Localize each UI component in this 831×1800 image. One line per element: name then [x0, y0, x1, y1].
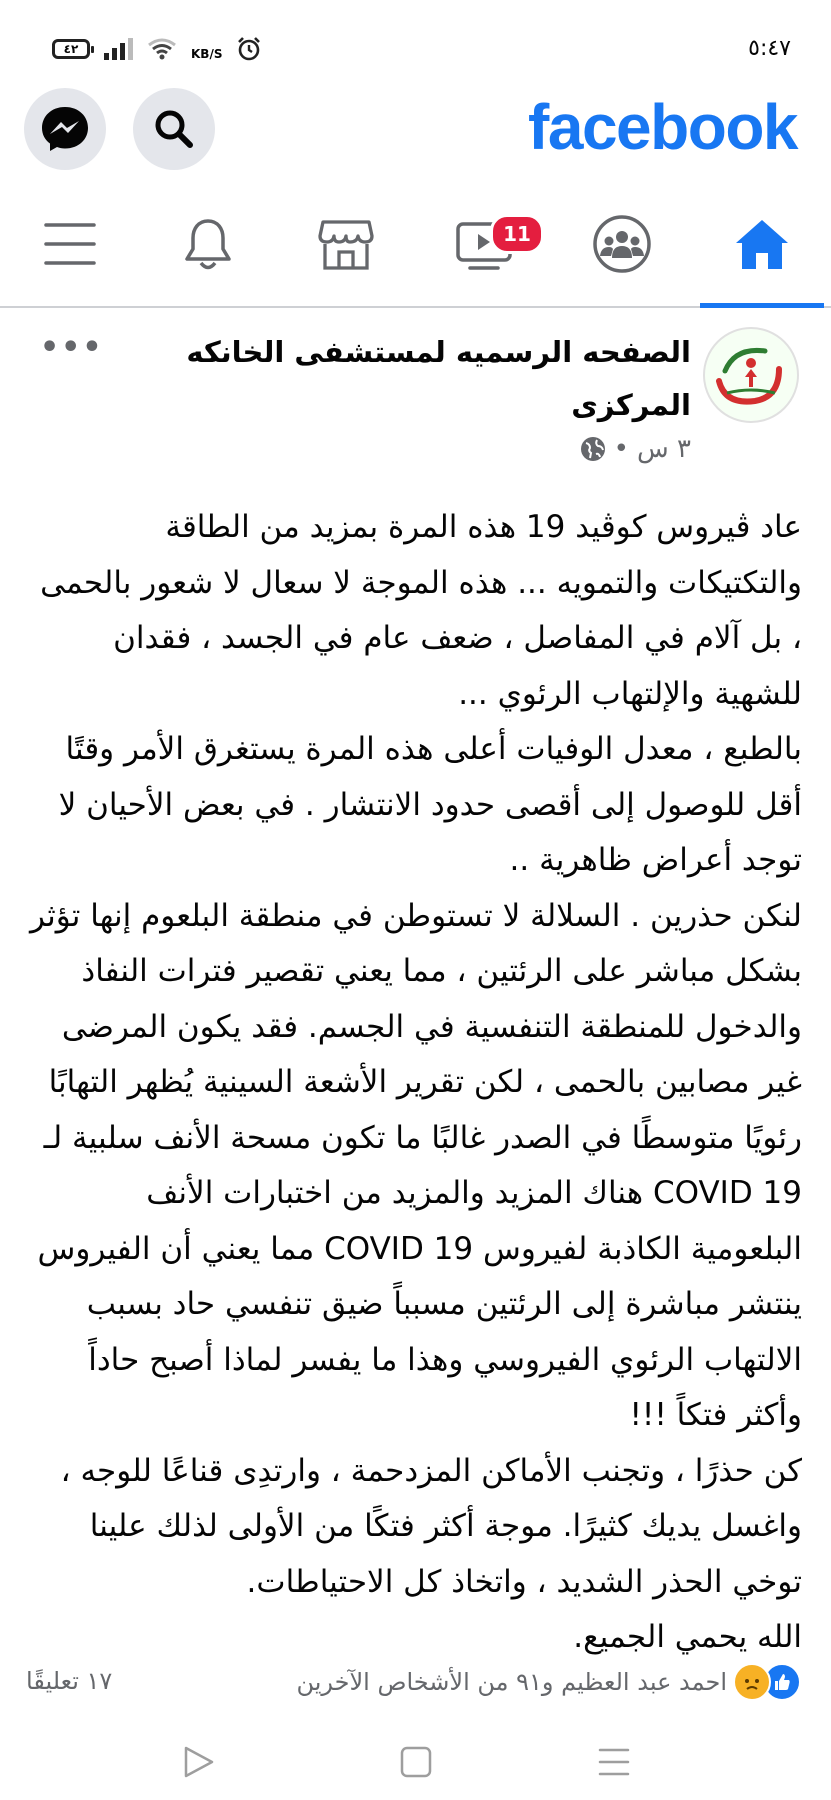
globe-icon: [580, 436, 606, 462]
post-time[interactable]: ٣ س: [637, 434, 691, 464]
tab-menu[interactable]: [10, 182, 130, 306]
post-paragraph: الله يحمي الجميع.: [573, 1619, 802, 1655]
search-button[interactable]: [133, 88, 215, 170]
search-icon: [133, 88, 215, 170]
sad-reaction-icon: [733, 1663, 771, 1701]
tab-notifications[interactable]: [148, 182, 268, 306]
signal-icon: [104, 38, 133, 60]
post-paragraph: كن حذرًا ، وتجنب الأماكن المزدحمة ، وارتدِى قناعًا للوجه ، واغسل يديك كثيرًا. موجة أكثر فتكًا من الأولى لذلك علينا توخي الحذر الشديد ، واتخاذ كل الاحتياطات.: [60, 1452, 802, 1600]
bell-icon: [180, 215, 236, 273]
post-paragraph: بالطبع ، معدل الوفيات أعلى هذه المرة يستغرق الأمر وقتًا أقل للوصول إلى أقصى حدود الانتشار . في بعض الأحيان لا توجد أعراض ظاهرية ..: [58, 731, 802, 878]
network-speed: KB/S: [191, 47, 223, 61]
back-nav-icon[interactable]: [178, 1742, 218, 1782]
marketplace-icon: [317, 216, 375, 272]
watch-badge: 11: [490, 214, 544, 254]
main-tab-bar: [0, 182, 831, 308]
tab-marketplace[interactable]: [286, 182, 406, 306]
battery-level: ٤٢: [63, 42, 79, 56]
status-bar: [0, 0, 831, 90]
comments-count[interactable]: ١٧ تعليقًا: [26, 1667, 113, 1695]
menu-icon: [43, 221, 97, 267]
facebook-logo[interactable]: facebook: [528, 91, 797, 163]
post-paragraph: عاد ڤيروس كوڤيد 19 هذه المرة بمزيد من الطاقة والتكتيكات والتمويه ... هذه الموجة لا سعال لا شعور بالحمى ، بل آلام في المفاصل ، ضعف عام في الجسد ، فقدان للشهية والإلتهاب الرئوي ...: [40, 509, 802, 712]
active-tab-indicator: [700, 303, 824, 308]
system-nav-bar: [0, 1720, 831, 1800]
wifi-icon: [147, 37, 177, 61]
reactions-bar: [26, 1663, 801, 1703]
meta-dot: •: [613, 434, 630, 464]
tab-groups[interactable]: [562, 182, 682, 306]
groups-icon: [591, 213, 653, 275]
reaction-count-text: احمد عبد العظيم و٩١ من الأشخاص الآخرين: [296, 1668, 727, 1696]
reaction-summary[interactable]: [296, 1663, 801, 1701]
alarm-icon: [236, 36, 262, 62]
recents-nav-icon[interactable]: [594, 1742, 634, 1782]
home-nav-icon[interactable]: [396, 1742, 436, 1782]
messenger-button[interactable]: [24, 88, 106, 170]
tab-watch[interactable]: [424, 182, 544, 306]
page-name[interactable]: الصفحه الرسميه لمستشفى الخانكه المركزى: [186, 335, 691, 422]
post-meta: [580, 434, 691, 464]
post-paragraph: لنكن حذرين . السلالة لا تستوطن في منطقة البلعوم إنها تؤثر بشكل مباشر على الرئتين ، مما يعني تقصير فترات النفاذ والدخول للمنطقة التنفسية في الجسم. فقد يكون المرضى غير مصابين بالحمى ، لكن تقرير الأشعة السينية يُظهر التهابًا رئويًا متوسطًا في الصدر غالبًا ما تكون مسحة الأنف سلبية لـ COVID 19 هناك المزيد والمزيد من اختبارات الأنف البلعومية الكاذبة لفيروس COVID 19 مما يعني أن الفيروس ينتشر مباشرة إلى الرئتين مسبباً ضيق تنفسي حاد بسبب الالتهاب الرئوي الفيروسي وهذا ما يفسر لماذا أصبح حاداً وأكثر فتكاً !!!: [30, 897, 802, 1433]
post-options-button[interactable]: •••: [40, 330, 104, 365]
battery-icon: [52, 39, 90, 59]
messenger-icon: [24, 88, 106, 170]
clock: ٥:٤٧: [748, 36, 791, 61]
tab-home[interactable]: [702, 182, 822, 306]
home-icon: [734, 217, 790, 271]
page-avatar[interactable]: [703, 327, 799, 423]
hospital-logo-icon: [705, 329, 797, 421]
status-icons: [52, 36, 262, 62]
post-text: [26, 500, 802, 1666]
